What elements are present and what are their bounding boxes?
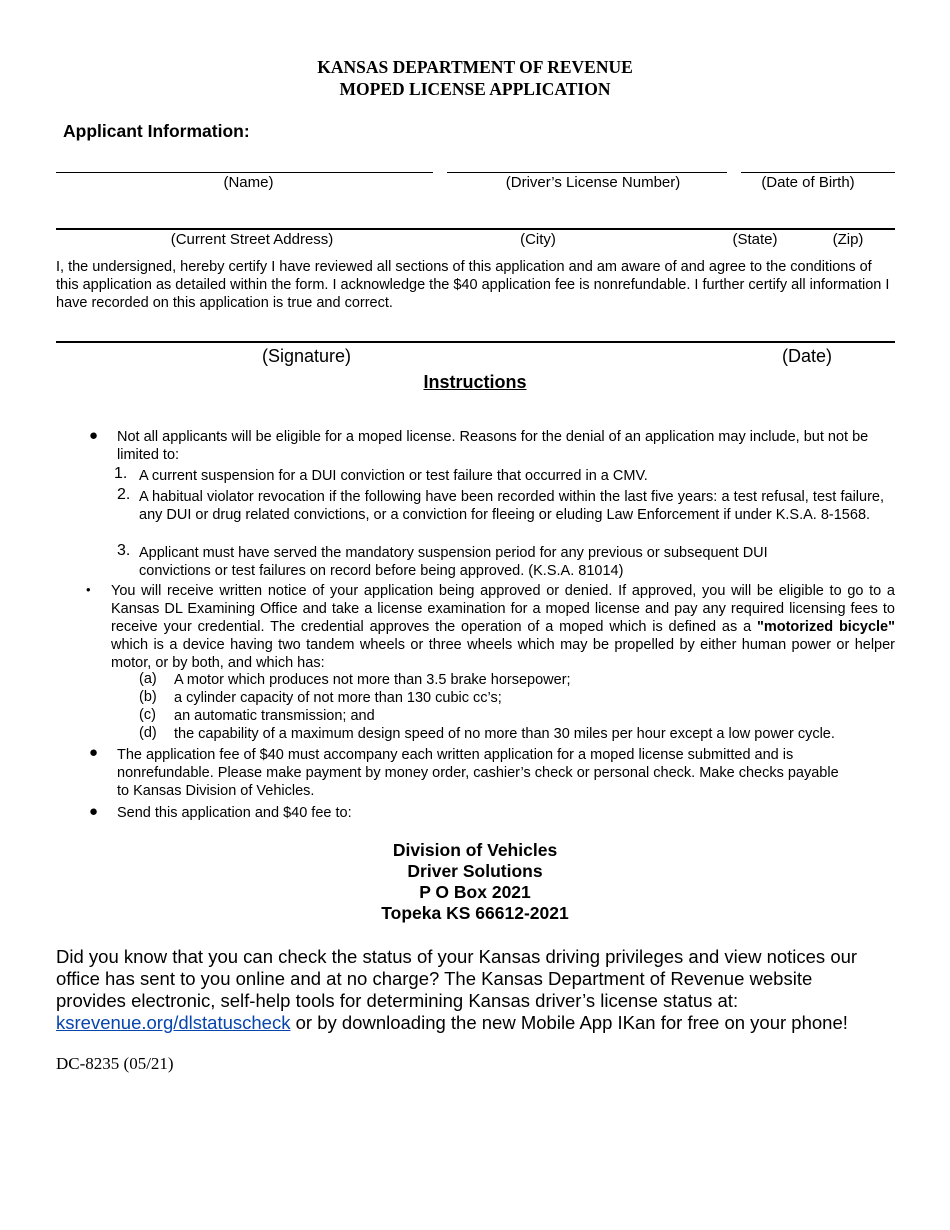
denial-reason-3: Applicant must have served the mandatory suspension period for any previous or subsequent DUI convictions or test failures on record before being approved. (K.S.A. 81014)	[139, 545, 768, 579]
dob-field-line[interactable]	[741, 172, 895, 173]
moped-spec-d: the capability of a maximum design speed of no more than 30 miles per hour except a low power cycle.	[174, 726, 835, 742]
item-number: 1.	[114, 465, 128, 482]
item-letter: (a)	[139, 671, 157, 687]
header-title-line2: MOPED LICENSE APPLICATION	[339, 79, 611, 99]
moped-spec-c: an automatic transmission; and	[174, 708, 375, 724]
moped-spec-b: a cylinder capacity of not more than 130 cubic cc’s;	[174, 690, 502, 706]
address-line3: P O Box 2021	[419, 882, 531, 902]
bullet4-text: Send this application and $40 fee to:	[117, 805, 352, 821]
address-line2: Driver Solutions	[407, 861, 543, 881]
zip-label: (Zip)	[832, 231, 864, 248]
item-number: 2.	[117, 486, 131, 503]
denial-reason-2: A habitual violator revocation if the following have been recorded within the last five years: a test refusal, test failure, any DUI or drug related convictions, or a conviction for fleeing or eluding Law Enforcement if under K.S.A. 8-1568.	[139, 489, 884, 523]
applicant-section-label: Applicant Information:	[63, 121, 250, 141]
bullet2-text-after: which is a device having two tandem wheels or three wheels which may be propelled by either human power or helper motor, or by both, and which has:	[111, 637, 895, 671]
address-label: (Current Street Address)	[170, 231, 334, 248]
status-check-text: Did you know that you can check the status of your Kansas driving privileges and view notices our office has sent to you online and at no charge? The Kansas Department of Revenue website provides electronic, self-help tools for determining Kansas driver’s license status at:	[56, 946, 858, 1011]
motorized-bicycle-term: "motorized bicycle"	[756, 619, 895, 635]
moped-spec-a: A motor which produces not more than 3.5 brake horsepower;	[174, 672, 571, 688]
item-letter: (b)	[139, 689, 157, 705]
dob-label: (Date of Birth)	[761, 174, 855, 191]
bullet2-text-before: You will receive written notice of your application being approved or denied. If approved, you will be eligible to go to a Kansas DL Examining Office and take a license examination for a moped license and pay any required licensing fees to receive your credential. The credential approves the operation of a moped which is defined as a	[111, 583, 895, 635]
address-line1: Division of Vehicles	[392, 840, 558, 860]
name-label: (Name)	[223, 174, 274, 191]
bullet-marker: ●	[86, 425, 101, 446]
signature-label: (Signature)	[262, 346, 352, 366]
name-field-line[interactable]	[56, 172, 433, 173]
address-field-line[interactable]	[56, 228, 895, 230]
signature-field-line[interactable]	[56, 341, 895, 343]
bullet2-text	[111, 582, 895, 672]
bullet-marker: •	[86, 582, 91, 597]
dl-status-check-link[interactable]: ksrevenue.org/dlstatuscheck	[56, 1012, 291, 1033]
bullet-marker: ●	[86, 801, 101, 822]
address-line4: Topeka KS 66612-2021	[381, 903, 569, 923]
dl-number-label: (Driver’s License Number)	[505, 174, 681, 191]
bullet1-text: Not all applicants will be eligible for a moped license. Reasons for the denial of an application may include, but not be limited to:	[117, 429, 869, 463]
bullet-marker: ●	[86, 742, 101, 763]
state-label: (State)	[732, 231, 778, 248]
certification-text: I, the undersigned, hereby certify I have reviewed all sections of this application and am aware of and agree to the conditions of this application as detailed within the form. I acknowledge the $40 application fee is nonrefundable. I further certify all information I have recorded on this application is true and correct.	[56, 259, 890, 311]
bullet3-text: The application fee of $40 must accompany each written application for a moped license submitted and is nonrefundable. Please make payment by money order, cashier’s check or personal check. Make checks payable to Kansas Division of Vehicles.	[117, 747, 839, 799]
status-check-note	[56, 946, 876, 1034]
status-check-after: or by downloading the new Mobile App IKan for free on your phone!	[290, 1012, 848, 1033]
item-number: 3.	[117, 542, 131, 559]
instructions-heading: Instructions	[423, 372, 527, 392]
denial-reason-1: A current suspension for a DUI conviction or test failure that occurred in a CMV.	[139, 468, 648, 484]
city-label: (City)	[520, 231, 556, 248]
item-letter: (c)	[139, 707, 156, 723]
date-label: (Date)	[782, 346, 833, 366]
header-title-line1: KANSAS DEPARTMENT OF REVENUE	[317, 57, 633, 77]
form-id: DC-8235 (05/21)	[56, 1054, 174, 1073]
dl-number-field-line[interactable]	[447, 172, 727, 173]
item-letter: (d)	[139, 725, 157, 741]
